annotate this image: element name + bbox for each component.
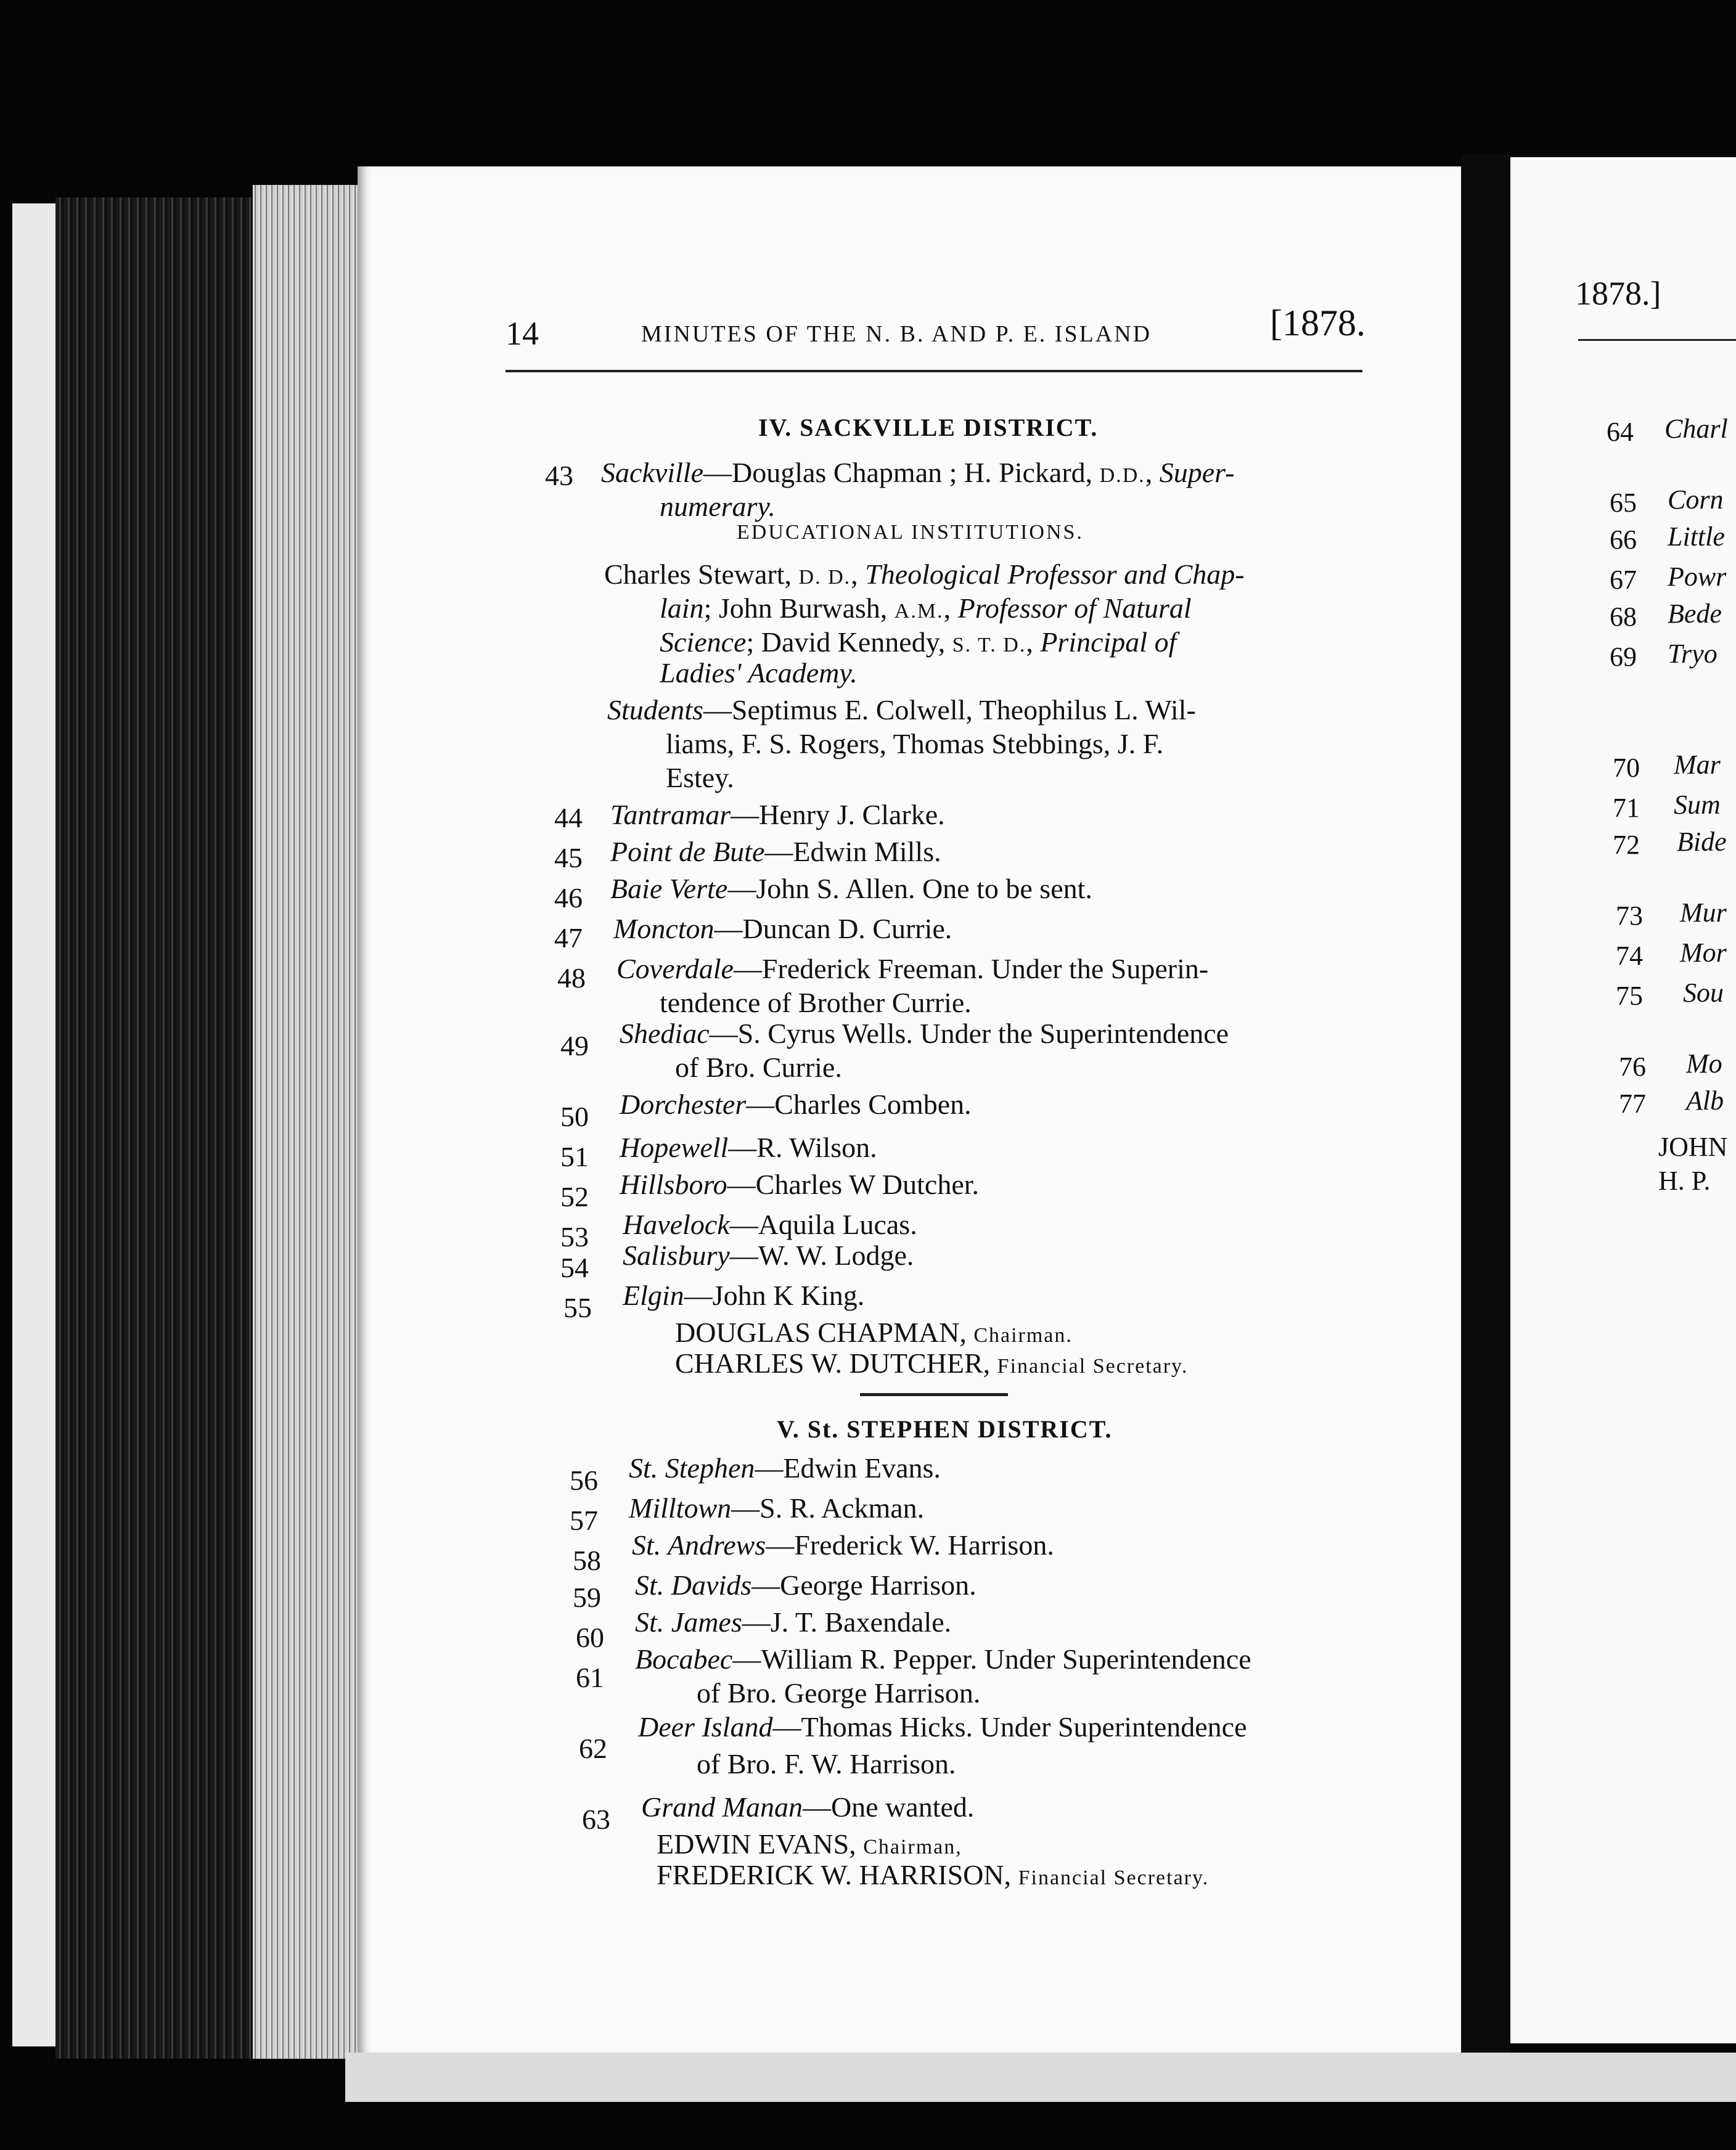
entry-number: 49	[560, 1030, 589, 1061]
place-name: Alb	[1686, 1085, 1724, 1116]
entry-line: St. James—J. T. Baxendale.	[635, 1606, 952, 1638]
entry-line: St. Davids—George Harrison.	[635, 1569, 976, 1601]
place-name: Little	[1668, 521, 1725, 552]
entry-number: 44	[554, 802, 583, 833]
running-head-title: MINUTES OF THE N. B. AND P. E. ISLAND	[641, 321, 1152, 347]
book-gutter	[1461, 154, 1510, 2065]
entry-continuation: of Bro. George Harrison.	[697, 1677, 981, 1709]
entry-line: Sackville—Douglas Chapman ; H. Pickard, D.D., Super-	[601, 457, 1235, 488]
signature-line: JOHN	[1658, 1132, 1728, 1162]
section-heading: EDUCATIONAL INSTITUTIONS.	[737, 521, 1084, 544]
place-name: Powr	[1668, 562, 1727, 592]
entry-number: 45	[554, 842, 583, 873]
entry-line: Hillsboro—Charles W Dutcher.	[620, 1169, 980, 1200]
right-page-year: 1878.]	[1575, 275, 1661, 312]
place-name: Sou	[1683, 978, 1724, 1008]
entry-continuation: tendence of Brother Currie.	[660, 987, 972, 1018]
students-line: Estey.	[666, 762, 734, 793]
entry-line: Elgin—John K King.	[623, 1280, 865, 1311]
entry-number: 60	[576, 1622, 604, 1653]
entry-number: 47	[554, 922, 583, 954]
entry-number: 52	[560, 1181, 589, 1212]
students-line: liams, F. S. Rogers, Thomas Stebbings, J. F.	[666, 728, 1164, 759]
entry-line: St. Andrews—Frederick W. Harrison.	[632, 1529, 1054, 1561]
entry-line: Tantramar—Henry J. Clarke.	[610, 799, 945, 830]
right-header-rule	[1578, 339, 1736, 341]
signature-line: H. P.	[1658, 1166, 1711, 1196]
students-line: Students—Septimus E. Colwell, Theophilus L. Wil-	[607, 694, 1196, 726]
entry-line: St. Stephen—Edwin Evans.	[629, 1452, 941, 1484]
entry-number: 68	[1610, 602, 1637, 632]
entry-line: Grand Manan—One wanted.	[641, 1791, 975, 1823]
entry-line: Dorchester—Charles Comben.	[620, 1089, 972, 1120]
entry-number: 46	[554, 882, 583, 914]
place-name: Tryo	[1668, 639, 1718, 669]
entry-line: Milltown—S. R. Ackman.	[629, 1492, 925, 1524]
secretary-line: CHARLES W. DUTCHER, Financial Secretary.	[675, 1347, 1189, 1379]
entry-number: 69	[1610, 642, 1637, 672]
entry-continuation: of Bro. Currie.	[675, 1052, 842, 1083]
district-title: IV. SACKVILLE DISTRICT.	[758, 414, 1099, 441]
entry-number: 51	[560, 1141, 589, 1172]
entry-number: 59	[573, 1582, 601, 1613]
entry-number: 55	[563, 1292, 592, 1323]
entry-number: 43	[545, 460, 573, 491]
place-name: Bide	[1677, 827, 1727, 857]
entry-number: 73	[1616, 901, 1643, 931]
place-name: Mo	[1686, 1048, 1722, 1079]
place-name: Charl	[1664, 414, 1728, 444]
entry-number: 63	[582, 1804, 610, 1835]
place-name: Mur	[1680, 897, 1727, 928]
chairman-line: EDWIN EVANS, Chairman,	[657, 1828, 962, 1860]
entry-number: 58	[573, 1545, 601, 1576]
chairman-line: DOUGLAS CHAPMAN, Chairman.	[675, 1317, 1073, 1348]
entry-line: Deer Island—Thomas Hicks. Under Superintendence	[638, 1711, 1247, 1743]
book-spine-edge	[55, 197, 259, 2059]
place-name: Corn	[1668, 484, 1724, 515]
entry-line: Shediac—S. Cyrus Wells. Under the Superintendence	[620, 1018, 1229, 1049]
edu-line: Science; David Kennedy, S. T. D., Principal of	[660, 626, 1177, 658]
entry-number: 53	[560, 1221, 589, 1253]
edu-line: Ladies' Academy.	[660, 657, 858, 689]
header-rule	[506, 370, 1362, 372]
entry-line: Hopewell—R. Wilson.	[620, 1132, 877, 1163]
entry-number: 70	[1613, 753, 1640, 783]
edu-line: Charles Stewart, D. D., Theological Professor and Chap-	[604, 558, 1245, 590]
entry-line: Point de Bute—Edwin Mills.	[610, 836, 941, 867]
entry-number: 62	[579, 1733, 607, 1764]
entry-number: 66	[1610, 525, 1637, 555]
edu-line: lain; John Burwash, A.M., Professor of Natural	[660, 592, 1192, 624]
entry-continuation: of Bro. F. W. Harrison.	[697, 1748, 956, 1780]
entry-line: Bocabec—William R. Pepper. Under Superintendence	[635, 1643, 1251, 1675]
place-name: Mor	[1680, 938, 1727, 968]
entry-line: Baie Verte—John S. Allen. One to be sent.	[610, 873, 1092, 904]
page-number: 14	[506, 315, 539, 352]
entry-number: 65	[1610, 488, 1637, 518]
entry-number: 61	[576, 1662, 604, 1693]
page-bottom-edge	[345, 2053, 1736, 2102]
entry-number: 71	[1613, 793, 1640, 823]
entry-number: 54	[560, 1252, 589, 1283]
running-header	[506, 302, 1369, 352]
entry-number: 64	[1607, 417, 1634, 447]
section-divider	[860, 1393, 1008, 1396]
entry-line: Moncton—Duncan D. Currie.	[613, 913, 952, 944]
place-name: Sum	[1674, 790, 1721, 820]
entry-line: Coverdale—Frederick Freeman. Under the Superin-	[616, 953, 1209, 984]
entry-number: 56	[570, 1465, 598, 1496]
secretary-line: FREDERICK W. HARRISON, Financial Secretary.	[657, 1859, 1210, 1890]
entry-continuation: numerary.	[660, 491, 776, 522]
entry-number: 67	[1610, 565, 1637, 595]
place-name: Bede	[1668, 599, 1722, 629]
header-year: [1878.	[1270, 303, 1365, 343]
district-title: V. St. STEPHEN DISTRICT.	[777, 1415, 1113, 1443]
place-name: Mar	[1674, 750, 1721, 780]
entry-number: 74	[1616, 941, 1643, 971]
entry-line: Salisbury—W. W. Lodge.	[623, 1240, 914, 1271]
entry-number: 48	[557, 962, 586, 994]
entry-number: 77	[1619, 1089, 1646, 1119]
entry-number: 72	[1613, 830, 1640, 860]
entry-number: 50	[560, 1101, 589, 1132]
place-name: Sackville	[601, 457, 704, 488]
entry-number: 76	[1619, 1052, 1646, 1082]
entry-line: Havelock—Aquila Lucas.	[623, 1209, 917, 1240]
entry-number: 57	[570, 1505, 598, 1536]
entry-number: 75	[1616, 981, 1643, 1011]
